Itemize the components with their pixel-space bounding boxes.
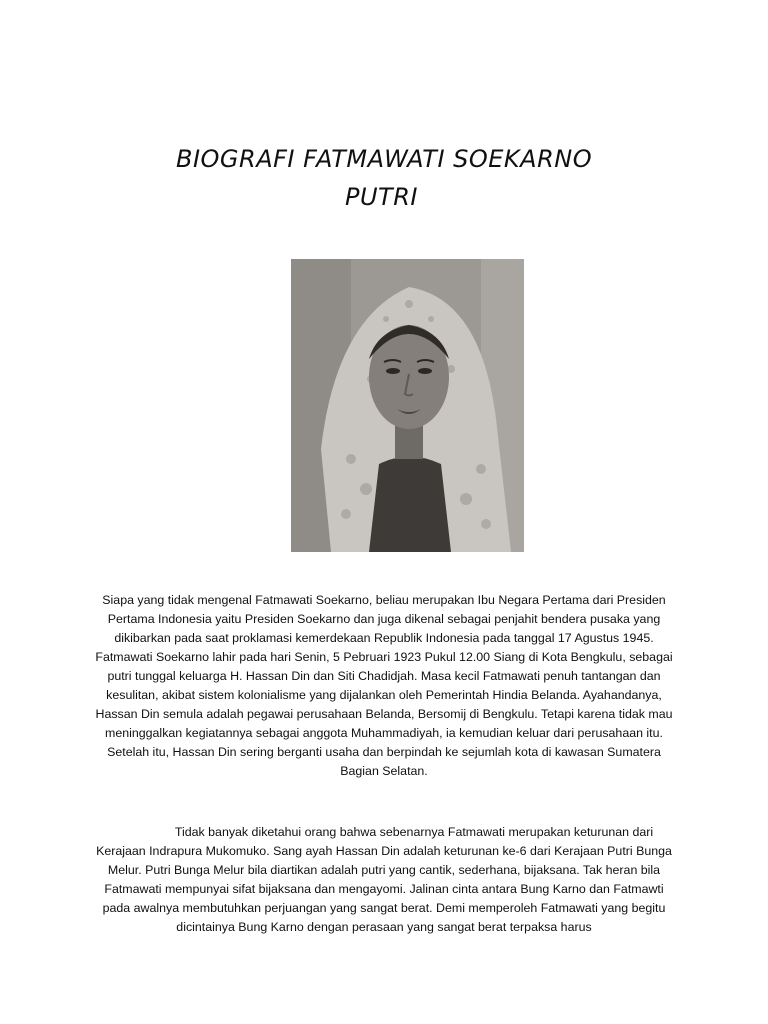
portrait-photo-icon — [291, 259, 524, 552]
paragraph-2: Tidak banyak diketahui orang bahwa sebenarnya Fatmawati merupakan keturunan dari Kerajaan Indrapura Mukomuko. Sang ayah Hassan Din adalah keturunan ke-6 dari Kerajaan Putri Bunga Melur. Putri Bunga Melur bila diartikan adalah putri yang cantik, sederhana, bijaksana. Tak heran bila Fatmawati mempunyai sifat bijaksana dan mengayomi. Jalinan cinta antara Bung Karno dan Fatmawti pada awalnya membutuhkan perjuangan yang sangat berat. Demi memperoleh Fatmawati yang begitu dicintainya Bung Karno dengan perasaan yang sangat berat terpaksa harus — [96, 825, 672, 934]
page-title — [0, 140, 768, 216]
paragraph-1: Siapa yang tidak mengenal Fatmawati Soekarno, beliau merupakan Ibu Negara Pertama dari Presiden Pertama Indonesia yaitu Presiden Soekarno dan juga dikenal sebagai penjahit bendera pusaka yang dikibarkan pada saat proklamasi kemerdekaan Republik Indonesia pada tanggal 17 Agustus 1945. Fatmawati Soekarno lahir pada hari Senin, 5 Pebruari 1923 Pukul 12.00 Siang di Kota Bengkulu, sebagai putri tunggal keluarga H. Hassan Din dan Siti Chadidjah. Masa kecil Fatmawati penuh tantangan dan kesulitan, akibat sistem kolonialisme yang dijalankan oleh Pemerintah Hindia Belanda. Ayahandanya, Hassan Din semula adalah pegawai perusahaan Belanda, Bersomij di Bengkulu. Tetapi karena tidak mau meninggalkan kegiatannya sebagai anggota Muhammadiyah, ia kemudian keluar dari perusahaan itu. Setelah itu, Hassan Din sering berganti usaha dan berpindah ke sejumlah kota di kawasan Sumatera Bagian Selatan. — [95, 593, 673, 778]
portrait-photo — [291, 259, 524, 552]
title-line-1: BIOGRAFI FATMAWATI SOEKARNO — [176, 145, 593, 173]
title-line-2: PUTRI — [345, 183, 418, 211]
